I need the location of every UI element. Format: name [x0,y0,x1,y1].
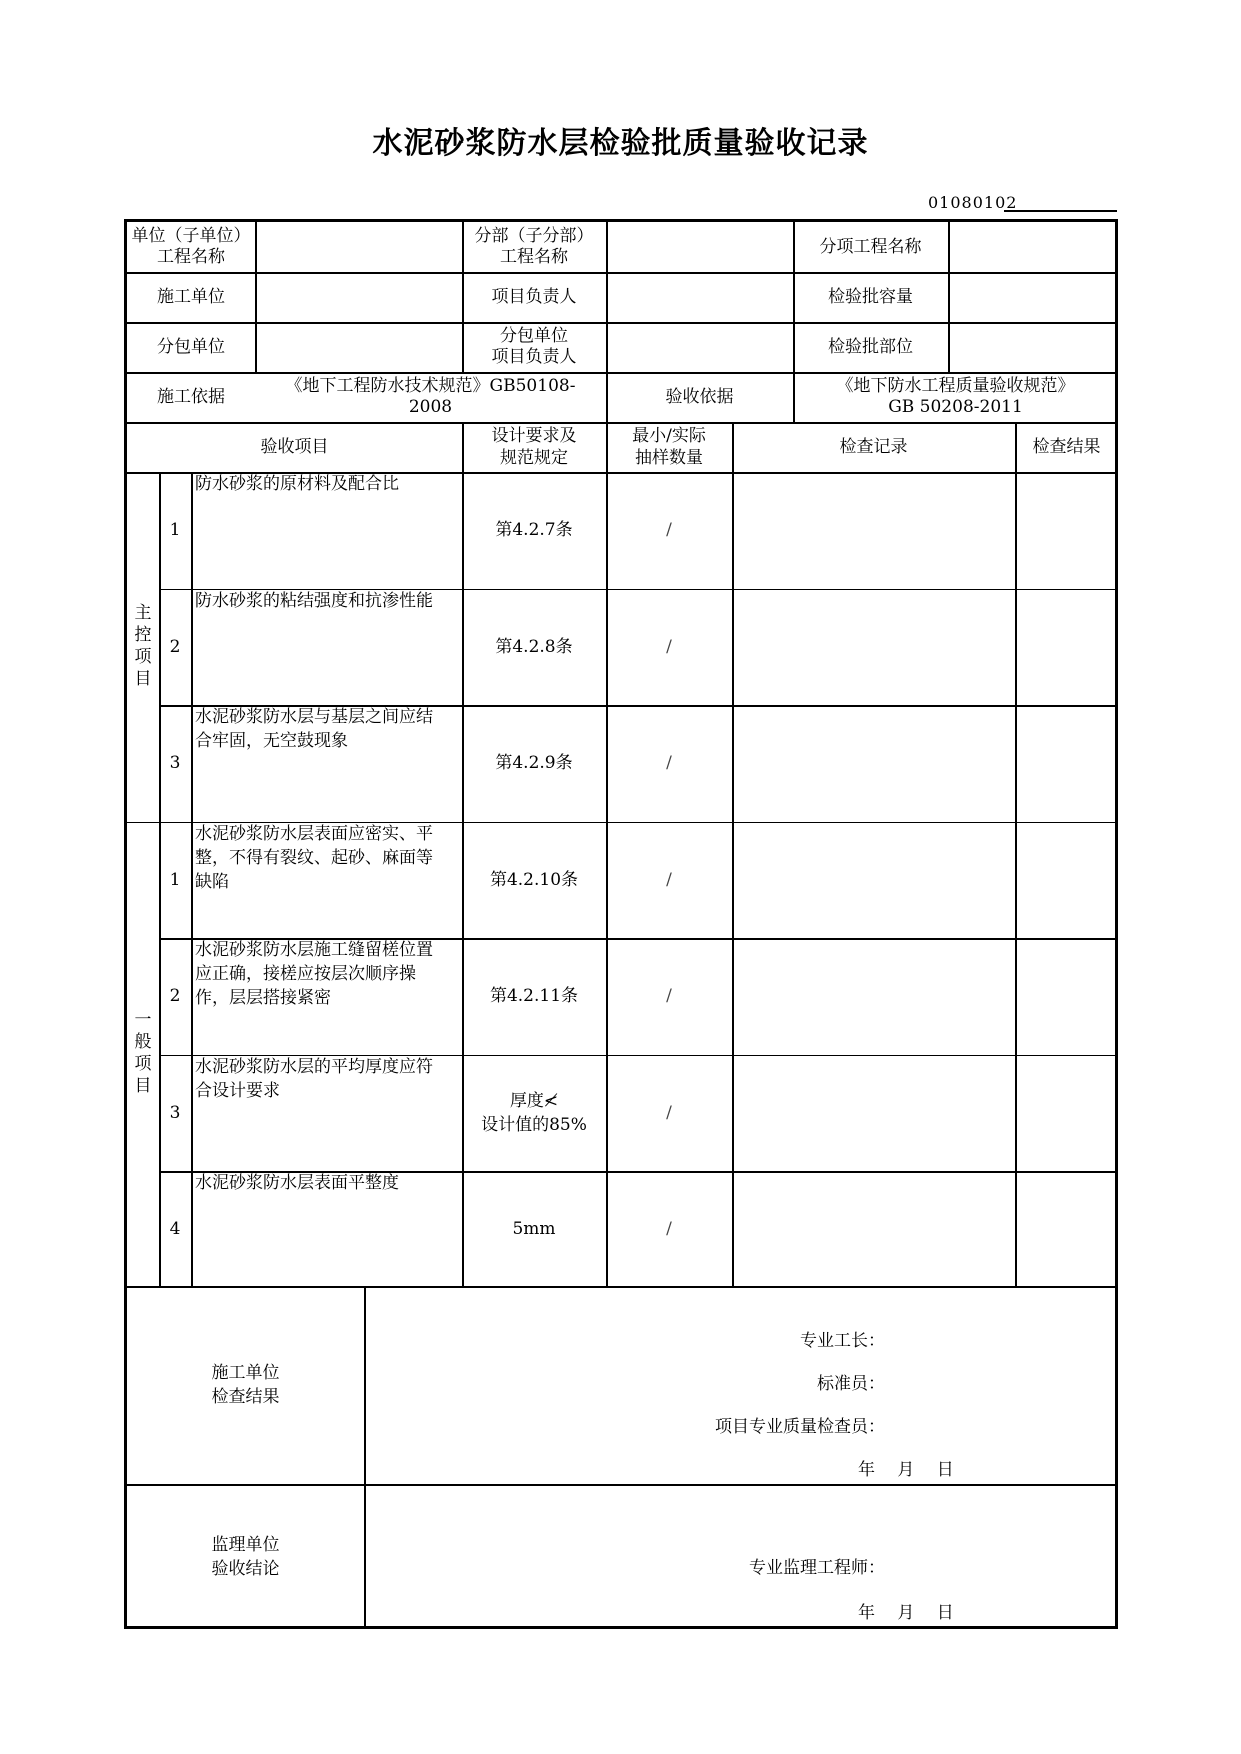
column-header-design-line1: 设计要求及 [491,426,577,446]
item-sample-count[interactable]: / [666,520,672,541]
item-requirement-line: 设计值的85% [481,1114,587,1135]
unit-name-label [127,222,255,272]
item-description-line: 整，不得有裂纹、起砂、麻面等 [195,847,433,868]
grid-line-vertical [793,222,795,422]
column-header-result: 检查结果 [1032,437,1101,457]
main-control-group-label [127,472,159,820]
sub-division-label-line2: 工程名称 [500,247,568,267]
foreman-label: 专业工长： [800,1331,885,1351]
grid-line-vertical [1015,422,1017,1286]
sub-manager-label-line2: 项目负责人 [491,347,577,367]
grid-line-horizontal [127,1286,1118,1288]
item-requirement-line: 5mm [512,1219,556,1240]
acceptance-basis-value [793,372,1118,422]
grid-line-horizontal [127,322,1118,324]
item-number: 1 [169,869,181,890]
form-code: 01080102 [928,193,1018,212]
group-label-char: 主 [134,603,152,623]
grid-line-horizontal [159,589,1118,591]
item-number: 3 [169,753,181,774]
batch-location-value[interactable] [948,322,1118,372]
item-number: 4 [169,1219,181,1240]
item-requirement [462,705,606,822]
construction-unit-label: 施工单位 [157,287,225,307]
item-check-result[interactable] [1015,1171,1118,1288]
item-requirement-line: 第4.2.11条 [489,986,579,1007]
item-requirement [462,1055,606,1172]
column-header-design-line2: 规范规定 [500,448,568,468]
item-check-result[interactable] [1015,938,1118,1055]
item-requirement-line: 第4.2.10条 [489,869,579,890]
item-number: 1 [169,520,181,541]
sub-division-label [462,222,606,272]
item-check-result[interactable] [1015,472,1118,589]
unit-name-label-line2: 工程名称 [157,247,225,267]
grid-line-horizontal [127,1484,1118,1486]
column-header-record: 检查记录 [839,437,908,457]
project-manager-label: 项目负责人 [491,287,577,307]
item-description-line: 防水砂浆的粘结强度和抗渗性能 [195,590,433,611]
sub-manager-value[interactable] [606,322,793,372]
supervision-label [127,1484,364,1629]
basis-value [255,372,606,422]
item-requirement [462,1171,606,1288]
item-check-record[interactable] [732,1171,1015,1288]
group-label-char: 项 [134,647,152,667]
item-description [191,1055,462,1172]
grid-line-vertical [159,472,161,1286]
construction-unit-value[interactable] [255,272,462,322]
page-title: 水泥砂浆防水层检验批质量验收记录 [372,126,869,161]
grid-line-vertical [462,222,464,372]
grid-line-vertical [462,422,464,1286]
item-description-line: 水泥砂浆防水层表面平整度 [195,1173,399,1193]
item-requirement-line: 第4.2.9条 [495,753,573,774]
item-description-line: 水泥砂浆防水层表面应密实、平 [195,823,433,844]
subcontract-unit-label: 分包单位 [157,337,225,357]
grid-line-horizontal [159,705,1118,707]
group-label-char: 项 [134,1054,152,1074]
item-requirement [462,472,606,589]
item-sample-count[interactable]: / [666,636,672,657]
batch-capacity-value[interactable] [948,272,1118,322]
grid-line-vertical [364,1286,366,1629]
item-description-line: 缺陷 [195,871,229,892]
item-sample-count[interactable]: / [666,1219,672,1240]
item-check-record[interactable] [732,1055,1015,1172]
grid-line-horizontal [127,822,1118,824]
grid-line-vertical [732,422,734,1286]
item-description [191,938,462,1055]
item-description-line: 应正确，接槎应按层次顺序操 [195,964,416,984]
item-requirement-line: 厚度≮ [509,1090,559,1111]
item-requirement [462,822,606,939]
item-description-line: 水泥砂浆防水层施工缝留槎位置 [195,940,433,960]
item-requirement-line: 第4.2.8条 [495,636,573,657]
sub-division-value[interactable] [606,222,793,272]
item-description [191,705,462,822]
item-sample-count[interactable]: / [666,753,672,774]
item-sample-count[interactable]: / [666,1102,672,1123]
group-label-char: 般 [134,1032,152,1052]
item-sample-count[interactable]: / [666,869,672,890]
item-check-record[interactable] [732,705,1015,822]
construction-date-label: 年 月 日 [858,1460,954,1480]
column-header-design [462,422,606,472]
grid-line-horizontal [159,1055,1118,1057]
column-header-item: 验收项目 [260,437,329,457]
batch-location-label: 检验批部位 [828,337,913,357]
item-name-label: 分项工程名称 [819,237,922,257]
item-check-result[interactable] [1015,589,1118,706]
item-sample-count[interactable]: / [666,986,672,1007]
item-description-line: 合牢固，无空鼓现象 [195,731,348,751]
item-description-line: 作，层层搭接紧密 [195,988,331,1008]
subcontract-unit-value[interactable] [255,322,462,372]
sub-manager-label-line1: 分包单位 [500,326,568,346]
grid-line-horizontal [159,1171,1118,1173]
acceptance-form-table [124,219,1118,1629]
item-check-record[interactable] [732,822,1015,939]
column-header-sample [606,422,732,472]
supervision-label-line1: 监理单位 [211,1534,280,1555]
group-label-char: 控 [134,625,152,645]
supervision-label-line2: 验收结论 [211,1558,280,1579]
item-check-record[interactable] [732,938,1015,1055]
construction-check-label-line2: 检查结果 [211,1387,280,1407]
grid-line-vertical [606,222,608,422]
item-check-record[interactable] [732,472,1015,589]
standard-officer-label: 标准员： [817,1374,885,1394]
item-description [191,822,462,939]
unit-name-value[interactable] [255,222,462,272]
basis-value-line1: 《地下工程防水技术规范》GB50108- [285,376,576,396]
grid-line-vertical [255,222,257,372]
item-description [191,472,462,589]
item-check-result[interactable] [1015,822,1118,939]
supervision-engineer-label: 专业监理工程师： [749,1558,885,1578]
acceptance-basis-line2: GB 50208-2011 [888,397,1023,417]
basis-value-line2: 2008 [408,397,453,417]
supervision-date-label: 年 月 日 [858,1603,954,1623]
item-requirement-line: 第4.2.7条 [495,520,573,541]
general-group-label [127,820,159,1286]
code-underline [1004,210,1117,212]
group-label-char: 一 [134,1010,152,1030]
grid-line-horizontal [127,372,1118,374]
item-description-line: 水泥砂浆防水层的平均厚度应符 [195,1056,433,1077]
basis-label: 施工依据 [157,387,225,407]
batch-capacity-label: 检验批容量 [828,287,913,307]
item-description-line: 防水砂浆的原材料及配合比 [195,474,399,494]
item-name-value[interactable] [948,222,1118,272]
item-description [191,589,462,706]
acceptance-basis-label: 验收依据 [665,387,734,407]
group-label-char: 目 [134,669,152,689]
item-requirement [462,589,606,706]
quality-inspector-label: 项目专业质量检查员： [715,1417,885,1437]
construction-check-label [127,1286,364,1484]
group-label-char: 目 [134,1076,152,1096]
unit-name-label-line1: 单位（子单位） [131,226,251,246]
item-number: 2 [169,636,181,657]
construction-check-label-line1: 施工单位 [211,1363,280,1383]
item-number: 3 [169,1102,181,1123]
column-header-sample-line1: 最小/实际 [632,426,706,446]
grid-line-horizontal [127,472,1118,474]
item-check-record[interactable] [732,589,1015,706]
item-description [191,1171,462,1288]
item-description-line: 水泥砂浆防水层与基层之间应结 [195,707,433,727]
item-check-result[interactable] [1015,1055,1118,1172]
grid-line-vertical [606,422,608,1286]
grid-line-vertical [948,222,950,372]
item-description-line: 合设计要求 [195,1080,280,1101]
item-number: 2 [169,986,181,1007]
item-requirement [462,938,606,1055]
grid-line-horizontal [127,272,1118,274]
project-manager-value[interactable] [606,272,793,322]
grid-line-horizontal [127,422,1118,424]
grid-line-horizontal [159,938,1118,940]
column-header-sample-line2: 抽样数量 [635,448,703,468]
grid-line-vertical [191,472,193,1286]
sub-manager-label [462,322,606,372]
sub-division-label-line1: 分部（子分部） [474,226,594,246]
acceptance-basis-line1: 《地下防水工程质量验收规范》 [836,376,1075,396]
item-check-result[interactable] [1015,705,1118,822]
